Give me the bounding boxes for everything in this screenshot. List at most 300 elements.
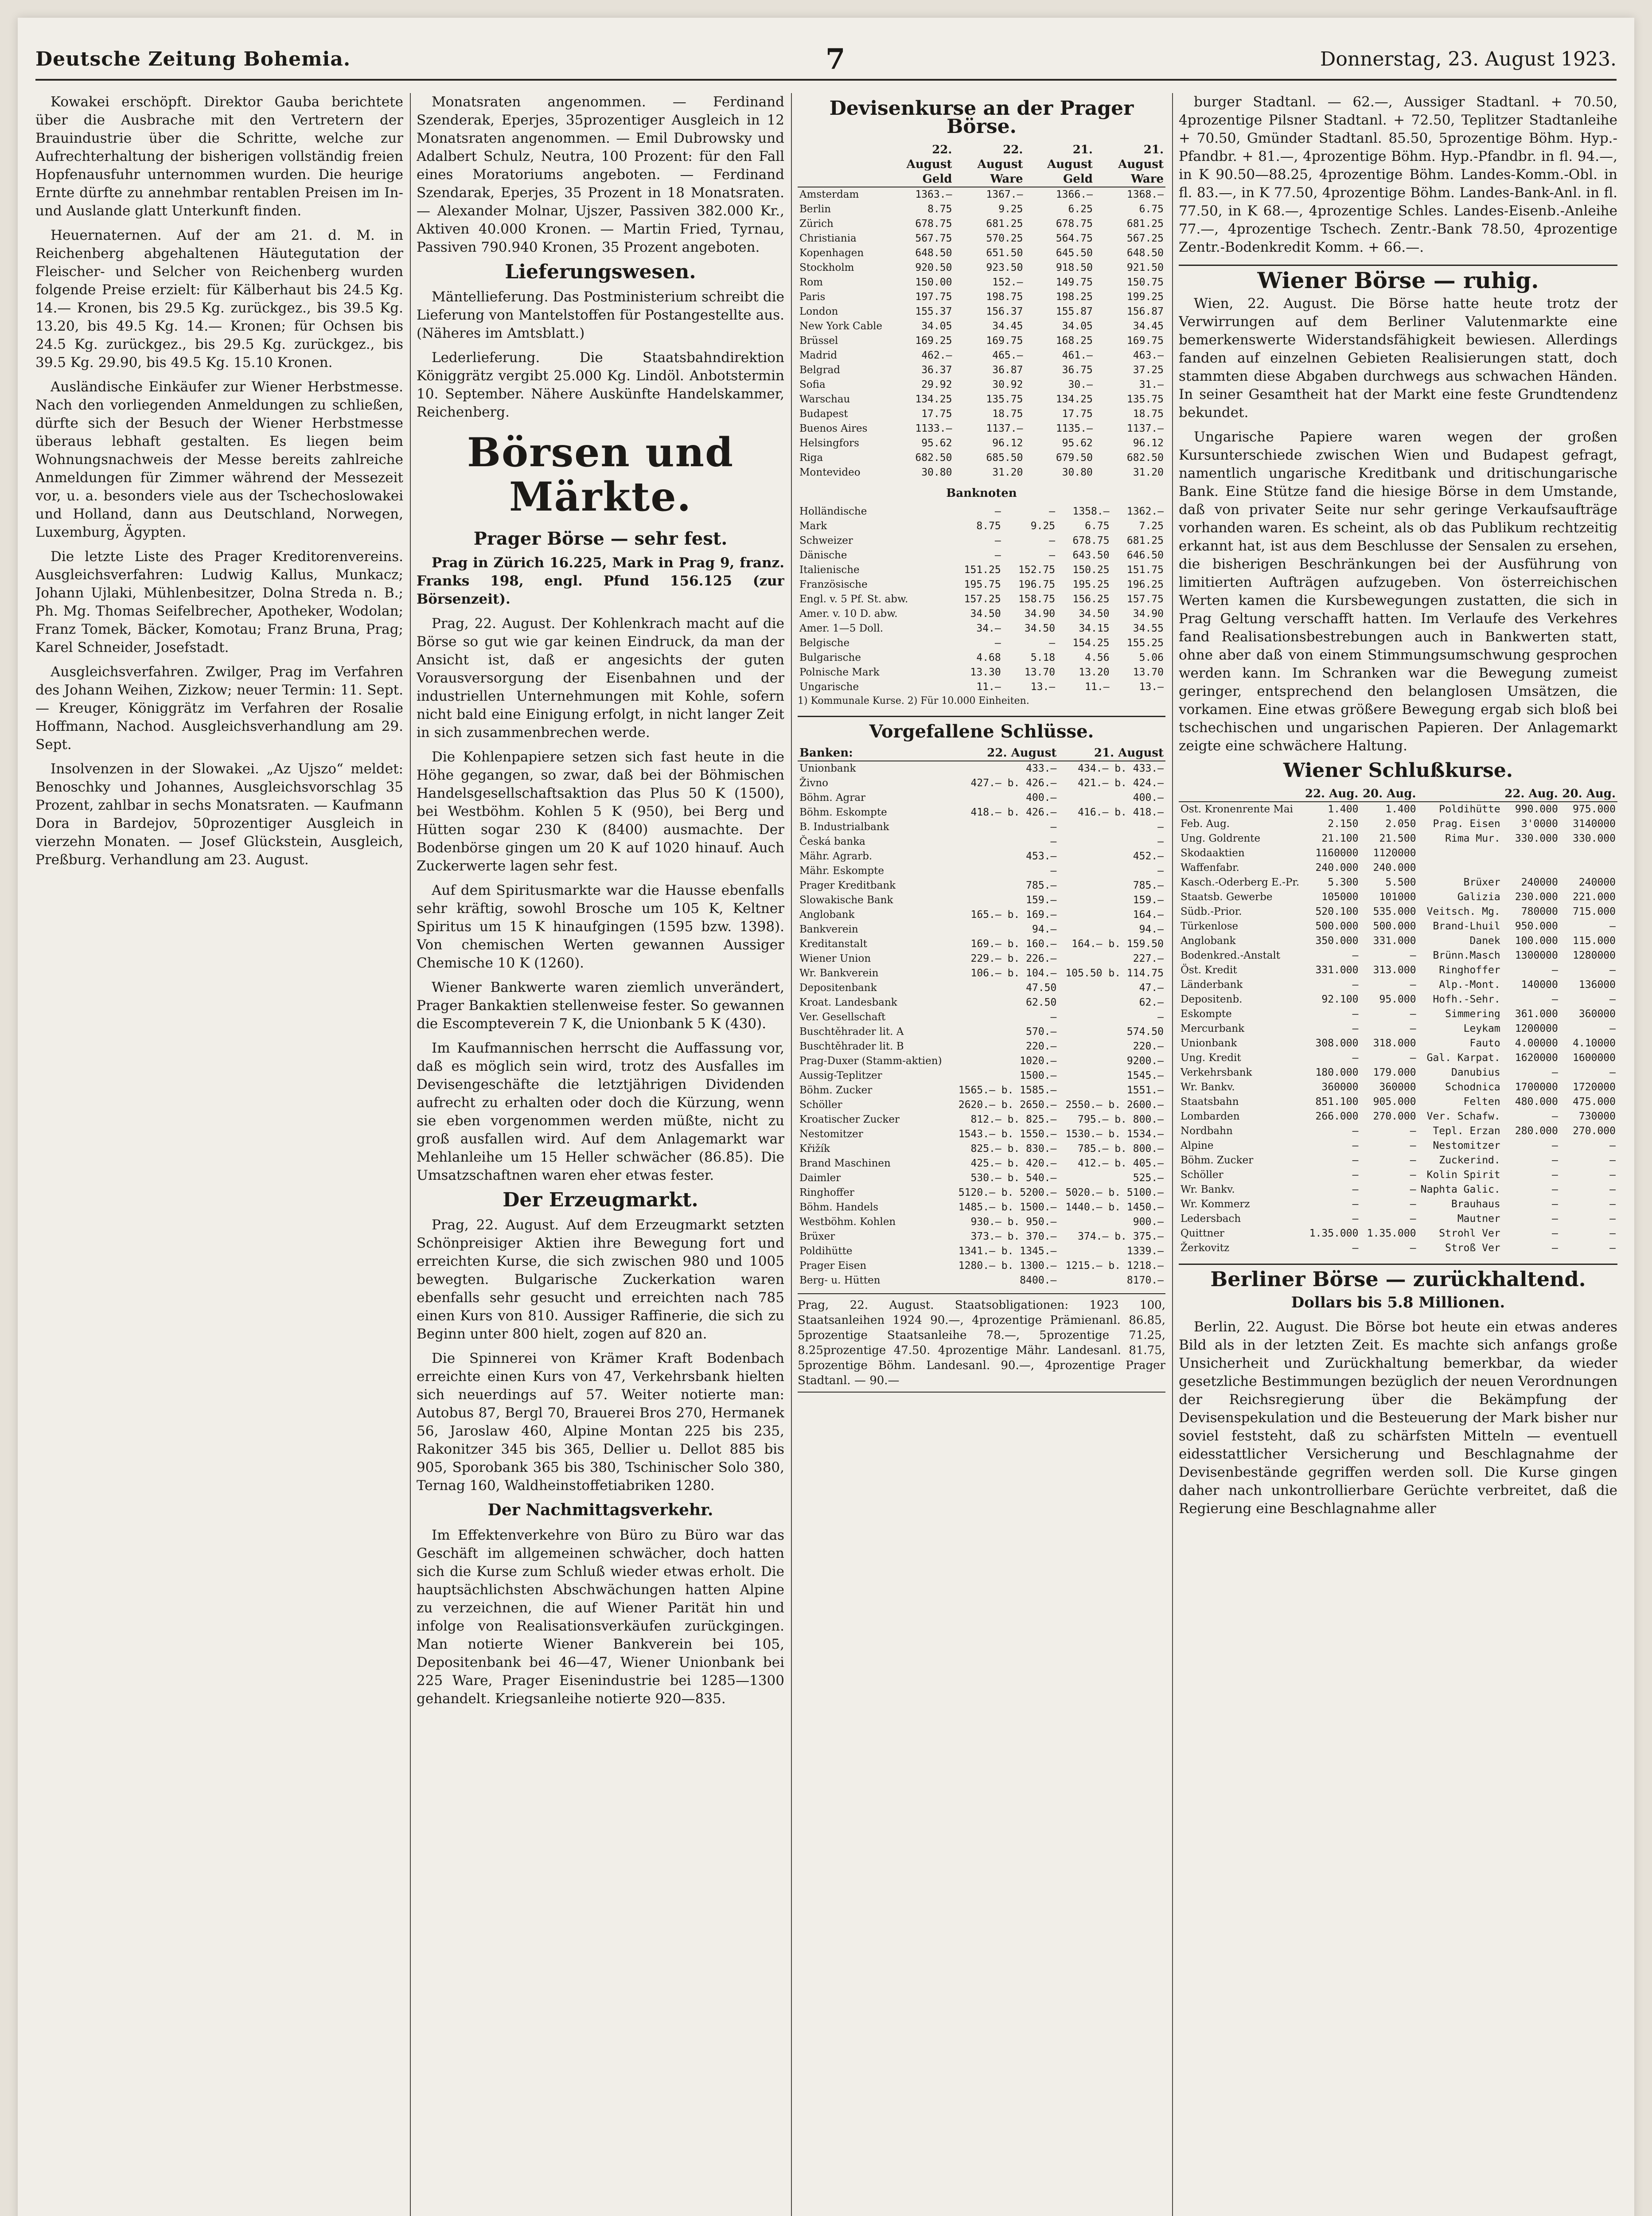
table-cell: — [1410, 1198, 1416, 1210]
table-cell: 151.75 [1126, 564, 1164, 576]
table-cell: 923.50 [986, 262, 1023, 273]
table-cell: — [1410, 1169, 1416, 1181]
table-cell: 158.75 [1018, 593, 1056, 605]
table-cell: Stockholm [799, 262, 854, 273]
table-cell: Poldihütte [1439, 804, 1500, 815]
table-cell: 62.50 [1026, 997, 1057, 1008]
table-cell: 400.— [1026, 792, 1057, 804]
table-cell: Prager Eisen [799, 1260, 867, 1272]
table-cell: 6.25 [1068, 203, 1093, 215]
table-row [798, 1215, 1165, 1229]
table-cell: Skodaaktien [1181, 847, 1245, 859]
table-cell: 905.000 [1373, 1096, 1416, 1108]
table-cell: 13.— [1139, 681, 1164, 693]
table-row [1179, 1182, 1617, 1197]
table-row [798, 621, 1165, 636]
table-cell: New York Cable [799, 320, 883, 332]
table-cell: — [1157, 865, 1164, 877]
table-cell: Rima Mur. [1445, 833, 1500, 844]
table-cell: — [1609, 1228, 1616, 1239]
table-row [798, 421, 1165, 436]
table-cell: Polnische Mark [799, 667, 880, 678]
table-cell: 361.000 [1515, 1008, 1558, 1020]
berliner-subheading: Dollars bis 5.8 Millionen. [1291, 1294, 1505, 1311]
table-cell: 3140000 [1573, 818, 1616, 830]
berliner-boerse-heading: Berliner Börse — zurückhaltend. [1179, 1264, 1617, 1288]
table-row [1179, 919, 1617, 934]
table-cell: 154.25 [1072, 637, 1110, 649]
table-cell: — [994, 550, 1001, 561]
table-cell: 106.— b. 104.— [970, 968, 1057, 979]
table-cell: 330.000 [1515, 833, 1558, 844]
table-cell: 34.50 [970, 608, 1001, 620]
table-cell: 169.— b. 160.— [970, 938, 1057, 950]
article-paragraph: Lederlieferung. Die Staatsbahndirektion Königgrätz vergibt 25.000 Kg. Lindöl. Anbotstermin 10. September. Nähere Auskünfte Handelskammer, Reichenberg. [417, 350, 784, 420]
table-cell: 535.000 [1373, 906, 1416, 917]
table-row [1179, 948, 1617, 963]
wiener-schlusskurse-heading: Wiener Schlußkurse. [1283, 759, 1513, 782]
table-cell: Ost. Kronenrente Mai [1181, 804, 1293, 815]
table-cell: 525.— [1133, 1172, 1164, 1184]
table-cell: 785.— b. 800.— [1078, 1143, 1164, 1155]
table-cell: — [1609, 1213, 1616, 1225]
table-cell: 198.25 [1056, 291, 1093, 303]
table-cell: 920.50 [915, 262, 952, 273]
table-cell: Mark [799, 520, 827, 532]
table-cell: 152.75 [1018, 564, 1056, 576]
table-cell: 47.— [1139, 982, 1164, 994]
table-row [798, 348, 1165, 363]
table-cell: 360000 [1379, 1081, 1416, 1093]
table-cell: Sofia [799, 379, 826, 390]
table-cell: 152.— [992, 277, 1023, 288]
table-row [798, 246, 1165, 261]
table-row [1179, 1109, 1617, 1124]
table-cell: 416.— b. 418.— [1078, 807, 1164, 818]
table-cell: 140000 [1521, 979, 1558, 991]
table-cell: 240.000 [1373, 862, 1416, 874]
table-cell: 13.70 [1133, 667, 1164, 678]
table-cell: 34.05 [1062, 320, 1093, 332]
banknoten-table [798, 504, 1165, 694]
table-row [798, 1098, 1165, 1112]
column-4 [1179, 93, 1617, 2216]
article-paragraph: burger Stadtanl. — 62.—, Aussiger Stadtanl. + 70.50, 4prozentige Pilsner Stadtanl. + 72.50, Teplitzer Stadtanleihe + 70.50, Gmünder Stadtanl. 85.50, 5prozentige Böhm. Hyp.-Pfandbr. + 81.—, 4prozentige Böhm. Hyp.-Pfandbr. in fl. 94.—, in K 90.50—88.25, 4prozentige Böhm. Landes-Komm.-Obl. in fl. 83.—, in K 77.50, 4prozentige Böhm. Landes-Bank-Anl. in fl. 77.50, in K 68.—, 4prozentige Schles. Landes-Eisenb.-Anleihe 77.—, 4prozentige Tschech. Zentr.-Bank 78.50, 4prozentige Zentr.-Bodenkredit Komm. + 66.—. [1179, 94, 1617, 255]
table-cell: Bankverein [799, 924, 858, 935]
table-row [798, 1244, 1165, 1259]
table-cell: 567.25 [1126, 233, 1164, 244]
table-cell: — [1410, 1155, 1416, 1166]
table-row [1179, 831, 1617, 846]
table-cell: 679.50 [1056, 452, 1093, 464]
table-row [1179, 978, 1617, 992]
table-cell: 480.000 [1515, 1096, 1558, 1108]
table-row [798, 651, 1165, 665]
table-cell: Ungarische [799, 681, 859, 693]
table-cell: 570.— [1026, 1026, 1057, 1038]
column-header [798, 143, 884, 187]
table-cell: Berg- u. Hütten [799, 1275, 881, 1286]
table-cell: Danek [1469, 935, 1500, 947]
table-cell: Amer. v. 10 D. abw. [799, 608, 898, 620]
table-cell: 4.10000 [1573, 1038, 1616, 1049]
table-cell: Italienische [799, 564, 860, 576]
table-cell: 5.300 [1328, 877, 1359, 888]
table-cell: 1280.— b. 1300.— [958, 1260, 1057, 1272]
table-cell: — [1552, 1169, 1558, 1181]
article-paragraph: Wien, 22. August. Die Börse hatte heute trotz der Verwirrungen auf dem Berliner Valutenmarkte eine bemerkenswerte Widerstandsfähigkeit bewiesen. Allerdings fanden auf einzelnen Gebieten Realisierungen statt, doch stammten diese Abgaben durchwegs aus schwachen Händen. In seiner Gesamtheit hat der Markt eine feste Grundtendenz bekundet. [1179, 296, 1617, 421]
table-cell: 1215.— b. 1218.— [1065, 1260, 1164, 1272]
table-cell: 975.000 [1573, 804, 1616, 815]
table-row [1179, 1065, 1617, 1080]
table-cell: 227.— [1133, 953, 1164, 964]
table-cell: 47.50 [1026, 982, 1057, 994]
table-cell: Anglobank [1181, 935, 1236, 947]
table-cell: Böhm. Agrar [799, 792, 866, 804]
table-row [798, 981, 1165, 995]
table-cell: Staatsb. Gewerbe [1181, 891, 1273, 903]
newspaper-page [18, 18, 1634, 2216]
table-cell: Madrid [799, 350, 838, 361]
table-cell: Alpine [1181, 1140, 1214, 1151]
table-cell: 313.000 [1373, 964, 1416, 976]
table-cell: — [1352, 1184, 1359, 1195]
article-paragraph: Auf dem Spiritusmarkte war die Hausse ebenfalls sehr kräftig, sowohl Brosche um 105 K, Keltner Spiritus um 15 K hinaufgingen (1595 bzw. 1398). Von chemischen Werten gewannen Aussiger Chemische 10 K (1260). [417, 882, 784, 971]
table-cell: 199.25 [1126, 291, 1164, 303]
table-row [1179, 1153, 1617, 1168]
article-paragraph: Prag, 22. August. Auf dem Erzeugmarkt setzten Schönpreisiger Aktien ihre Bewegung fort und erreichten Kurse, die sich zwischen 980 und 1005 bewegten. Bulgarische Zuckerkation waren ebenfalls sehr gesucht und erreichten nach 785 einen Kurs von 810. Aussiger Raffinerie, die sich zu Beginn unter 800 hielt, zogen auf 820 an. [417, 1217, 784, 1342]
table-cell: Waffenfabr. [1181, 862, 1239, 874]
table-cell: 92.100 [1321, 994, 1359, 1005]
article-paragraph: Prag, 22. August. Der Kohlenkrach macht auf die Börse so gut wie gar keinen Eindruck, da man der Ansicht ist, daß er angesichts der guten Vorausversorgung der Eisenbahnen und der industriellen Unternehmungen mit Kohle, sofern nicht bald eine Einigung erfolgt, in nicht langer Zeit in sich zusammenbrechen werde. [417, 616, 784, 741]
column-2 [417, 93, 784, 2216]
table-cell: 31.20 [1133, 467, 1164, 478]
column-header: 22. August [951, 746, 1059, 761]
table-cell: Depositenb. [1181, 994, 1243, 1005]
table-cell: Mähr. Eskompte [799, 865, 884, 877]
table-row [798, 952, 1165, 966]
table-cell: 157.75 [1126, 593, 1164, 605]
column-header: 21. August [1058, 746, 1165, 761]
table-row [798, 1069, 1165, 1083]
table-cell: Ledersbach [1181, 1213, 1241, 1225]
table-cell: — [994, 637, 1001, 649]
table-cell: 156.87 [1126, 306, 1164, 317]
table-cell: 95.62 [1062, 437, 1093, 449]
table-cell: — [1552, 994, 1558, 1005]
table-cell: — [1352, 1125, 1359, 1137]
table-cell: 1368.— [1126, 189, 1164, 200]
table-cell: 240000 [1578, 877, 1616, 888]
table-cell: Wr. Kommerz [1181, 1198, 1250, 1210]
table-cell: 1120000 [1373, 847, 1416, 859]
table-cell: 95.62 [921, 437, 952, 449]
table-cell: Daimler [799, 1172, 841, 1184]
table-row [798, 922, 1165, 937]
table-row [798, 1200, 1165, 1215]
wiener-schlusskurse-table [1179, 787, 1617, 1256]
table-cell: 195.25 [1072, 579, 1110, 590]
column-header [1418, 787, 1502, 802]
section-heading-lieferung: Lieferungswesen. [505, 261, 696, 283]
table-row [798, 217, 1165, 231]
table-cell: 1.400 [1328, 804, 1359, 815]
table-row [798, 908, 1165, 922]
table-cell: 2.150 [1328, 818, 1359, 830]
table-cell: 715.000 [1573, 906, 1616, 917]
table-cell: Ringhoffer [799, 1187, 854, 1198]
table-cell: — [1157, 836, 1164, 847]
table-cell: — [1050, 1011, 1057, 1023]
table-cell: — [1552, 1155, 1558, 1166]
prager-quote: Prag in Zürich 16.225, Mark in Prag 9, franz. Franks 198, engl. Pfund 156.125 (zur Börsenzeit). [417, 555, 784, 607]
table-cell: Christiania [799, 233, 857, 244]
table-row [798, 592, 1165, 607]
table-row [1179, 875, 1617, 890]
table-cell: 34.55 [1133, 623, 1164, 634]
table-cell: Türkenlose [1181, 921, 1239, 932]
table-cell: 9.25 [1030, 520, 1056, 532]
table-cell: 62.— [1139, 997, 1164, 1008]
table-cell: — [1552, 1242, 1558, 1254]
table-cell: 643.50 [1072, 550, 1110, 561]
table-row [1179, 1139, 1617, 1153]
table-row [1179, 992, 1617, 1007]
table-cell: Depositenbank [799, 982, 877, 994]
table-cell: Brüxer [799, 1231, 835, 1242]
column-divider [410, 93, 411, 2216]
table-cell: 37.25 [1133, 364, 1164, 376]
table-cell: 13.— [1030, 681, 1056, 693]
table-cell: 574.50 [1126, 1026, 1164, 1038]
table-row [798, 966, 1165, 981]
table-cell: 197.75 [915, 291, 952, 303]
table-cell: Ung. Goldrente [1181, 833, 1261, 844]
table-row [798, 893, 1165, 908]
table-cell: 240.000 [1315, 862, 1359, 874]
table-cell: — [1050, 821, 1057, 833]
table-cell: 427.— b. 426.— [970, 777, 1057, 789]
table-cell: 350.000 [1315, 935, 1359, 947]
table-cell: 101000 [1379, 891, 1416, 903]
table-cell: — [1609, 1023, 1616, 1034]
column-header: 22. Aug. [1502, 787, 1560, 802]
table-cell: 179.000 [1373, 1067, 1416, 1078]
table-row [1179, 1080, 1617, 1095]
table-cell: 780000 [1521, 906, 1558, 917]
table-cell: 164.— [1133, 909, 1164, 921]
table-cell: Buenos Aires [799, 423, 868, 434]
column-header: 22. August Ware [954, 143, 1025, 187]
table-cell: Nestomitzer [799, 1128, 863, 1140]
table-cell: 1358.— [1072, 506, 1110, 517]
table-cell: 373.— b. 370.— [970, 1231, 1057, 1242]
table-cell: Galizia [1457, 891, 1500, 903]
table-row [798, 363, 1165, 378]
table-cell: Lombarden [1181, 1111, 1240, 1122]
table-cell: — [1352, 950, 1359, 961]
table-row [798, 534, 1165, 548]
table-cell: 1020.— [1020, 1055, 1057, 1067]
table-cell: Böhm. Eskompte [799, 807, 887, 818]
table-row [798, 275, 1165, 290]
table-cell: 4.56 [1085, 652, 1110, 663]
table-cell: — [1609, 994, 1616, 1005]
table-cell: Brand-Lhuil [1433, 921, 1500, 932]
table-row [1179, 1022, 1617, 1036]
table-cell: — [1609, 1169, 1616, 1181]
table-cell: 5.500 [1385, 877, 1416, 888]
table-cell: 30.92 [992, 379, 1023, 390]
table-cell: Ver. Gesellschaft [799, 1011, 886, 1023]
table-cell: Simmering [1445, 1008, 1500, 1020]
table-row [1179, 905, 1617, 919]
table-cell: — [1352, 1169, 1359, 1181]
column-header: 21. August Ware [1095, 143, 1165, 187]
table-cell: Dänische [799, 550, 847, 561]
table-cell: Anglobank [799, 909, 855, 921]
article-paragraph: Ausgleichsverfahren. Zwilger, Prag im Verfahren des Johann Weihen, Zizkow; neuer Termin: 11. Sept. — Kreuger, Königgrätz im Verfahren der Rosalie Hoffmann, Nachod. Ausgleichsverhandlung am 29. Sept. [35, 664, 403, 753]
table-cell: Bodenkred.-Anstalt [1181, 950, 1281, 961]
table-cell: 2550.— b. 2600.— [1065, 1099, 1164, 1111]
table-cell: Bulgarische [799, 652, 861, 663]
table-cell: 1543.— b. 1550.— [958, 1128, 1057, 1140]
table-cell: 230.000 [1515, 891, 1558, 903]
table-row [798, 1112, 1165, 1127]
table-cell: Felten [1463, 1096, 1500, 1108]
table-cell: 17.75 [921, 408, 952, 420]
table-row [798, 761, 1165, 776]
table-row [798, 636, 1165, 651]
table-row [1179, 1051, 1617, 1065]
table-cell: Französische [799, 579, 868, 590]
table-cell: 453.— [1026, 851, 1057, 862]
table-cell: 159.— [1026, 894, 1057, 906]
table-cell: 149.75 [1056, 277, 1093, 288]
table-cell: 918.50 [1056, 262, 1093, 273]
article-paragraph: Wiener Bankwerte waren ziemlich unverändert, Prager Bankaktien stellenweise fester. So gewannen die Escompteverein 7 K, die Unionbank 5 K (430). [417, 979, 784, 1032]
table-row [798, 680, 1165, 694]
table-cell: 196.25 [1126, 579, 1164, 590]
table-cell: 421.— b. 424.— [1078, 777, 1164, 789]
table-cell: Kroat. Landesbank [799, 997, 897, 1008]
column-header: 20. Aug. [1360, 787, 1418, 802]
table-cell: 94.— [1139, 924, 1164, 935]
table-cell: 151.25 [964, 564, 1001, 576]
nachmittag-heading: Der Nachmittagsverkehr. [487, 1501, 713, 1519]
table-cell: 266.000 [1315, 1111, 1359, 1122]
table-cell: — [1410, 1125, 1416, 1137]
table-cell: Wr. Bankv. [1181, 1184, 1235, 1195]
table-cell: Veitsch. Mg. [1426, 906, 1500, 917]
table-row [1179, 1226, 1617, 1241]
table-cell: 1363.— [915, 189, 952, 200]
article-paragraph: Insolvenzen in der Slowakei. „Az Ujszo“ meldet: Benoschky und Johannes, Ausgleichsvorschlag 35 Prozent, zahlbar in sechs Monatsraten. — Kaufmann Dora in Bardejov, 50prozentiger Ausgleich in vierzehn Monaten. — Josef Glückstein, Ausgleich, Preßburg. Verhandlung am 23. August. [35, 761, 403, 868]
article-paragraph: Heuernaternen. Auf der am 21. d. M. in Reichenberg abgehaltenen Häutegutation der Fleischer- und Selcher von Reichenberg wurden folgende Preise erzielt: für Kälberhaut bis 24.5 Kg. 14.— Kronen, bis 29.5 Kg. zurückgez., bis 39.5 Kg. 13.20, bis 49.5 Kg. 14.— Kronen; für Ochsen bis 24.5 Kg. zurückgez., bis 29.5 Kg. zurückgez., bis 39.5 Kg. 29.90, bis 49.5 Kg. 15.10 Kronen. [35, 227, 403, 371]
table-cell: — [1609, 1155, 1616, 1166]
table-cell: 9.25 [998, 203, 1023, 215]
table-cell: — [1352, 1198, 1359, 1210]
table-cell: 34.45 [992, 320, 1023, 332]
table-cell: Wr. Bankv. [1181, 1081, 1235, 1093]
erzeugmarkt-heading: Der Erzeugmarkt. [503, 1189, 698, 1211]
table-cell: 900.— [1133, 1216, 1164, 1228]
table-cell: 5020.— b. 5100.— [1065, 1187, 1164, 1198]
table-cell: — [1050, 865, 1057, 877]
table-cell: 5120.— b. 5200.— [958, 1187, 1057, 1198]
table-cell: Unionbank [799, 763, 856, 774]
table-cell: Schweizer [799, 535, 853, 546]
table-cell: 1.400 [1385, 804, 1416, 815]
table-cell: Alp.-Mont. [1439, 979, 1500, 991]
table-cell: Belgrad [799, 364, 841, 376]
table-cell: — [1552, 1213, 1558, 1225]
table-cell: — [1352, 1155, 1359, 1166]
table-cell: Warschau [799, 394, 850, 405]
table-row [798, 1156, 1165, 1171]
table-row [798, 202, 1165, 217]
table-cell: Nordbahn [1181, 1125, 1233, 1137]
table-cell: Westböhm. Kohlen [799, 1216, 896, 1228]
table-cell: 31.20 [992, 467, 1023, 478]
table-cell: 1600000 [1573, 1052, 1616, 1064]
table-cell: 115.000 [1573, 935, 1616, 947]
article-paragraph: Kowakei erschöpft. Direktor Gauba berichtete über die Ausbrache mit den Vertretern der Brauindustrie über die Schritte, welche zur Aufrechterhaltung der bisherigen vollständig freien Hopfenausfuhr unternommen wurden. Die heurige Ernte dürfte zu annehmbar rentablen Preisen im In- und Auslande glatt Unterkunft finden. [35, 94, 403, 219]
table-cell: 31.— [1139, 379, 1164, 390]
table-cell: 651.50 [986, 247, 1023, 259]
table-cell: Žerkovitz [1181, 1242, 1230, 1254]
table-cell: Schöller [799, 1099, 842, 1111]
table-cell: 30.80 [921, 467, 952, 478]
table-cell: — [994, 506, 1001, 517]
table-cell: — [1609, 921, 1616, 932]
table-cell: 169.25 [915, 335, 952, 347]
table-cell: — [1410, 1213, 1416, 1225]
table-cell: — [1049, 506, 1056, 517]
table-row [798, 1083, 1165, 1098]
table-cell: Brüssel [799, 335, 838, 347]
wiener-boerse-heading: Wiener Börse — ruhig. [1179, 265, 1617, 289]
table-cell: — [1352, 1213, 1359, 1225]
table-row [1179, 1212, 1617, 1226]
table-cell: 1160000 [1315, 847, 1359, 859]
table-cell: Budapest [799, 408, 848, 420]
table-row [1179, 817, 1617, 831]
table-cell: 921.50 [1126, 262, 1164, 273]
table-cell: Schodnica [1445, 1081, 1500, 1093]
table-row [1179, 1241, 1617, 1256]
table-cell: 1620000 [1515, 1052, 1558, 1064]
table-row [798, 1171, 1165, 1186]
table-cell: Kopenhagen [799, 247, 864, 259]
article-paragraph: Im Effektenverkehre von Büro zu Büro war das Geschäft im allgemeinen schwächer, doch hatten sich die Kurse zum Schluß wieder etwas erholt. Die hauptsächlichsten Abschwächungen hatten Alpine zu verzeichnen, die auf Wiener Parität hin und infolge von Realisationsverkäufen zurückgingen. Man notierte Wiener Bankverein bei 105, Depositenbank bei 46—47, Wiener Unionbank bei 225 Ware, Prager Eisenindustrie bei 1285—1300 gehandelt. Kriegsanleihe notierte 920—835. [417, 1527, 784, 1707]
table-cell: 520.100 [1315, 906, 1359, 917]
table-cell: 34.45 [1133, 320, 1164, 332]
table-header-row [798, 143, 1165, 187]
table-cell: Amer. 1—5 Doll. [799, 623, 884, 634]
table-cell: 13.30 [970, 667, 1001, 678]
column-header: 22. Aug. [1302, 787, 1360, 802]
table-cell: Brünn.Masch [1433, 950, 1500, 961]
table-cell: Ung. Kredit [1181, 1052, 1241, 1064]
table-cell: — [1410, 979, 1416, 991]
table-cell: Böhm. Handels [799, 1202, 879, 1213]
table-cell: 412.— b. 405.— [1078, 1158, 1164, 1169]
table-cell: Aussig-Teplitzer [799, 1070, 882, 1081]
table-cell: — [1609, 1140, 1616, 1151]
column-1 [35, 93, 403, 2216]
table-cell: — [1552, 964, 1558, 976]
